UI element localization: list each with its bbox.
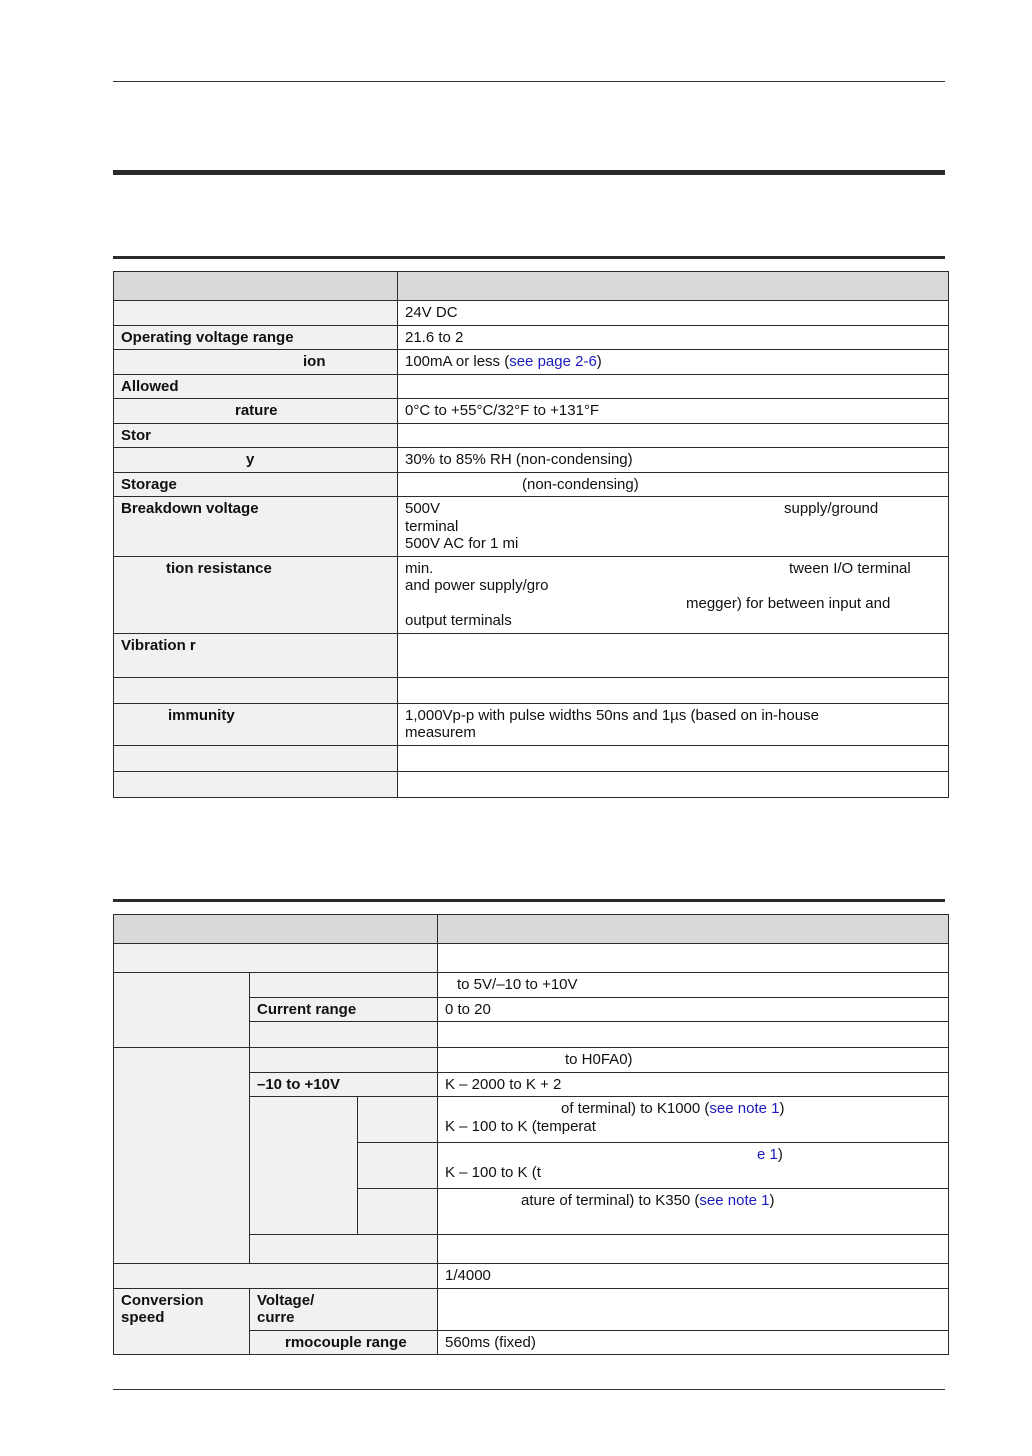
row-label xyxy=(114,745,398,771)
row-label: tion resistance xyxy=(114,556,398,633)
thermocouple-group xyxy=(250,1097,358,1235)
table-row xyxy=(114,374,949,399)
see-note-1-link[interactable]: e 1 xyxy=(757,1146,778,1163)
table-row xyxy=(114,973,949,998)
table-row xyxy=(114,633,949,677)
row-label xyxy=(114,301,398,326)
table-row xyxy=(114,771,949,797)
see-page-link[interactable]: see page 2-6 xyxy=(509,353,597,370)
see-note-1-link[interactable]: see note 1 xyxy=(709,1100,780,1117)
row-label: Breakdown voltage xyxy=(114,497,398,557)
row-value: 0 to 20 xyxy=(438,997,949,1022)
row-label: Allowed xyxy=(114,374,398,399)
table-header-row xyxy=(114,915,949,944)
row-label: –10 to +10V xyxy=(250,1072,438,1097)
row-value xyxy=(398,677,949,703)
section-rule-general-specs xyxy=(113,256,945,259)
section-rule-performance-specs xyxy=(113,899,945,902)
row-label: Storage xyxy=(114,472,398,497)
table-row xyxy=(114,325,949,350)
row-label xyxy=(114,677,398,703)
table-row xyxy=(114,301,949,326)
row-label: y xyxy=(114,448,398,473)
table-row xyxy=(114,1288,949,1330)
row-label: rature xyxy=(114,399,398,424)
row-label: Voltage/ curre xyxy=(250,1288,438,1330)
row-label: rmocouple range xyxy=(250,1330,438,1355)
row-value: 1,000Vp-p with pulse widths 50ns and 1µs (based on in-house measurem xyxy=(398,703,949,745)
table-row xyxy=(114,677,949,703)
table-row xyxy=(114,1264,949,1289)
table-row xyxy=(114,944,949,973)
see-note-1-link[interactable]: see note 1 xyxy=(699,1192,770,1209)
row-value: 30% to 85% RH (non-condensing) xyxy=(398,448,949,473)
row-label: Vibration r xyxy=(114,633,398,677)
row-value: 1/4000 xyxy=(438,1264,949,1289)
row-label: immunity xyxy=(114,703,398,745)
table-row xyxy=(114,1048,949,1073)
section-divider-thick xyxy=(113,170,945,175)
row-label: Stor xyxy=(114,423,398,448)
row-value: K – 2000 to K + 2 xyxy=(438,1072,949,1097)
analog-input-range-group xyxy=(114,973,250,1048)
row-value: 0°C to +55°C/32°F to +131°F xyxy=(398,399,949,424)
row-label: Current range xyxy=(250,997,438,1022)
row-value xyxy=(398,633,949,677)
row-value: 24V DC xyxy=(398,301,949,326)
row-value: 560ms (fixed) xyxy=(438,1330,949,1355)
row-value xyxy=(398,374,949,399)
row-value xyxy=(398,423,949,448)
footer-rule xyxy=(113,1389,945,1390)
row-value: 100mA or less (see page 2-6) xyxy=(398,350,949,375)
row-label: ion xyxy=(114,350,398,375)
row-value: to H0FA0) xyxy=(438,1048,949,1073)
row-value: 500V supply/ground terminal 500V AC for 1 mi xyxy=(398,497,949,557)
table-row xyxy=(114,703,949,745)
table-row xyxy=(114,350,949,375)
table-row xyxy=(114,448,949,473)
table-row xyxy=(114,497,949,557)
row-label: Operating voltage range xyxy=(114,325,398,350)
digital-output-group xyxy=(114,1048,250,1264)
row-value: of terminal) to K1000 (see note 1) K – 100 to K (temperat xyxy=(438,1097,949,1143)
performance-specifications-table xyxy=(113,914,949,1355)
row-value: (non-condensing) xyxy=(398,472,949,497)
table-row xyxy=(114,423,949,448)
row-value: min. tween I/O terminal and power supply/gro megger) for between input and output terminals xyxy=(398,556,949,633)
header-rule xyxy=(113,81,945,82)
row-label xyxy=(114,771,398,797)
row-label: Conversion speed xyxy=(114,1288,250,1355)
row-value: ature of terminal) to K350 (see note 1) xyxy=(438,1189,949,1235)
general-specifications-table xyxy=(113,271,949,798)
row-value: to 5V/–10 to +10V xyxy=(438,973,949,998)
row-value xyxy=(398,771,949,797)
row-value: e 1) K – 100 to K (t xyxy=(438,1143,949,1189)
row-value: 21.6 to 2 xyxy=(398,325,949,350)
table-row xyxy=(114,745,949,771)
table-header-row xyxy=(114,272,949,301)
table-row xyxy=(114,399,949,424)
row-value xyxy=(398,745,949,771)
table-row xyxy=(114,472,949,497)
table-row xyxy=(114,556,949,633)
